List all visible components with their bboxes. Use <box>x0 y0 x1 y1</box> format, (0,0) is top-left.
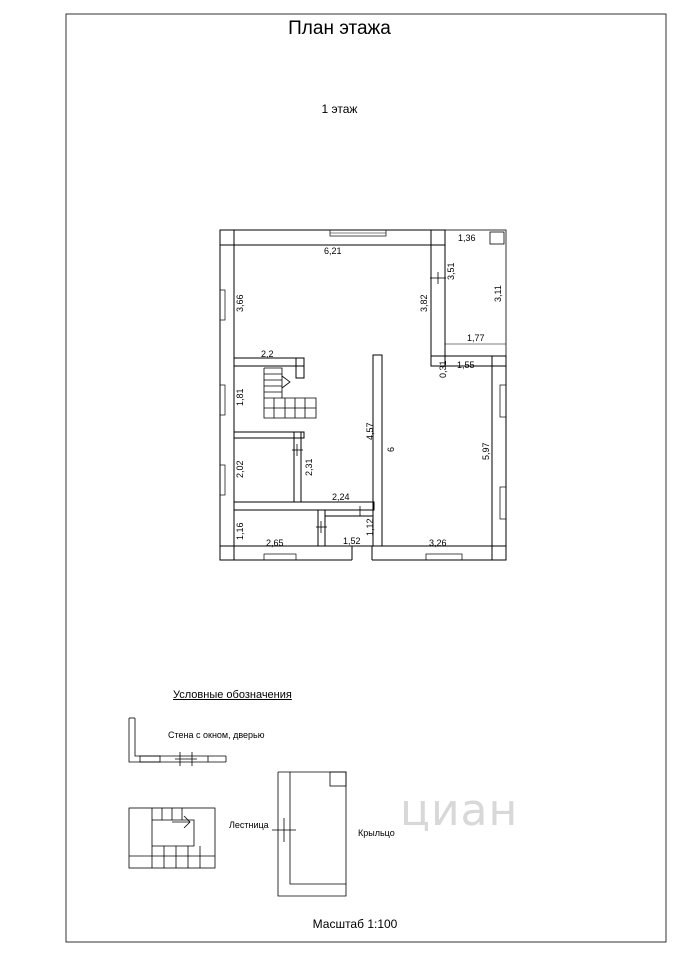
legend <box>129 718 346 896</box>
floor-label: 1 этаж <box>321 102 358 116</box>
dimension-label: 2,02 <box>235 460 245 478</box>
dimension-label: 1,12 <box>365 518 375 536</box>
window <box>500 385 506 417</box>
window <box>264 554 296 560</box>
legend-porch-symbol <box>272 772 346 896</box>
right-wall <box>492 356 506 560</box>
dimension-label: 2,2 <box>261 349 274 359</box>
page-title: План этажа <box>288 18 391 39</box>
dimension-label: 1,77 <box>467 333 485 343</box>
window <box>426 554 462 560</box>
page-frame <box>66 14 666 942</box>
dimension-label: 1,52 <box>343 536 361 546</box>
top-wall <box>220 230 445 245</box>
legend-wall-label: Стена с окном, дверью <box>168 730 265 740</box>
watermark: циан <box>400 785 519 836</box>
dimension-label: 3,82 <box>419 294 429 312</box>
dimension-label: 6,21 <box>324 246 342 256</box>
dimension-label: 1,81 <box>235 388 245 406</box>
dimension-label: 3,51 <box>446 262 456 280</box>
partition <box>318 510 325 546</box>
legend-stairs-label: Лестница <box>229 820 269 830</box>
dimension-label: 2,65 <box>266 538 284 548</box>
partition <box>294 432 301 502</box>
dimension-label: 3,66 <box>235 294 245 312</box>
legend-wall-symbol <box>129 718 226 766</box>
dimension-label: 4,57 <box>365 422 375 440</box>
legend-title: Условные обозначения <box>173 689 292 701</box>
scale-label: Масштаб 1:100 <box>312 917 398 931</box>
inner-right-wall <box>431 230 445 366</box>
dimension-label: 1,55 <box>457 360 475 370</box>
partition <box>325 510 373 516</box>
dimension-label: 3,11 <box>493 285 503 302</box>
dimension-label: 2,31 <box>304 458 314 476</box>
stairs <box>264 368 316 418</box>
left-wall <box>220 230 234 560</box>
dimension-label: 0,31 <box>438 360 448 378</box>
dimension-label: 6 <box>386 446 396 452</box>
door-gap <box>352 552 372 562</box>
dimension-label: 1,16 <box>235 522 245 540</box>
window <box>500 487 506 519</box>
legend-porch-label: Крыльцо <box>358 828 395 838</box>
window <box>220 465 225 495</box>
partition <box>234 358 304 366</box>
window <box>220 385 225 415</box>
partition <box>373 355 382 546</box>
partition <box>296 358 304 378</box>
floor-plan <box>220 230 506 562</box>
dimension-label: 3,26 <box>429 538 447 548</box>
dimension-label: 1,36 <box>458 233 476 243</box>
dimension-label: 5,97 <box>481 442 491 460</box>
porch-post <box>490 232 504 244</box>
window <box>220 290 225 320</box>
legend-stairs-symbol <box>129 808 215 868</box>
partition <box>234 502 374 510</box>
dimension-label: 2,24 <box>332 492 350 502</box>
